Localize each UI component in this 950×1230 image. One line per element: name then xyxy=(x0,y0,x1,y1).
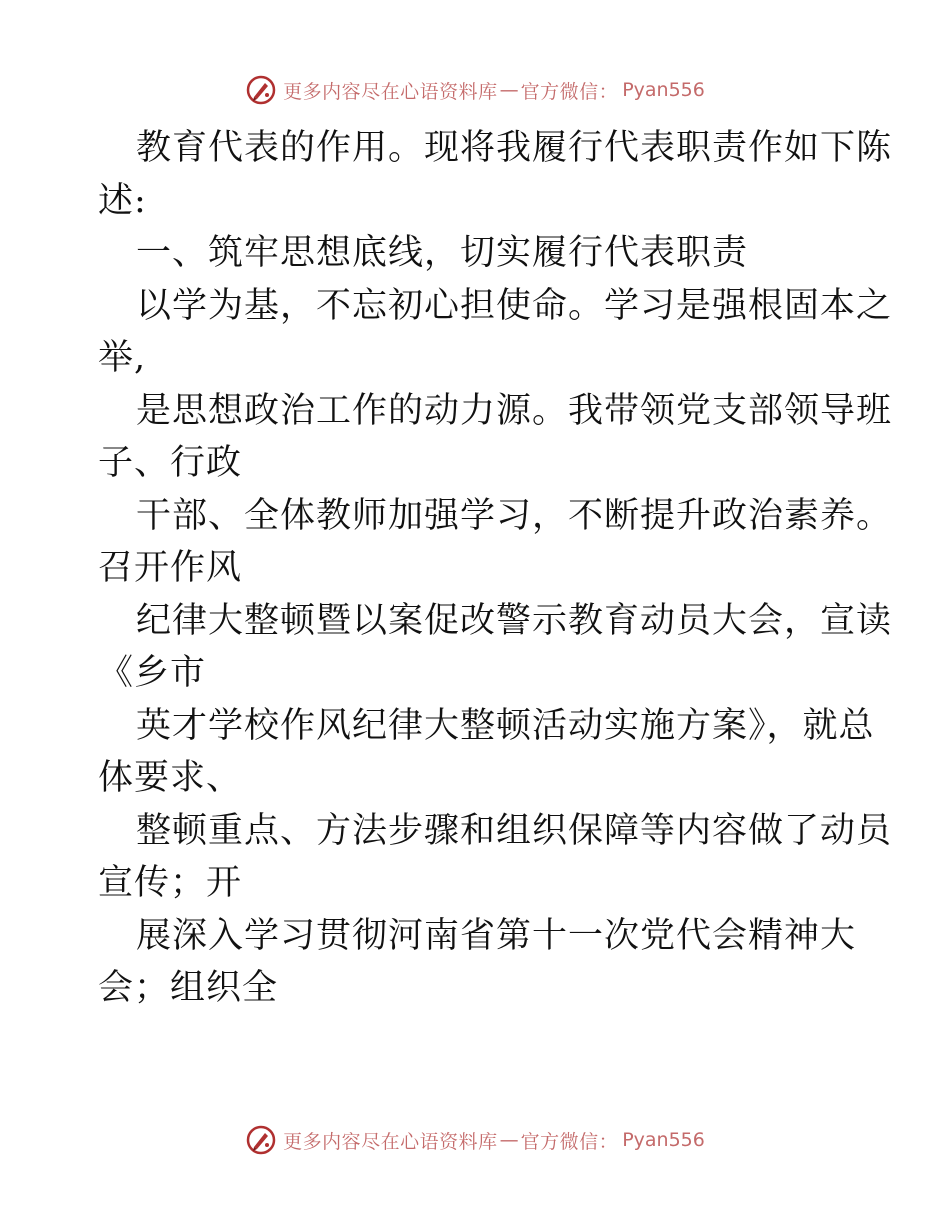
text-line: 教育代表的作用。现将我履行代表职责作如下陈 xyxy=(136,128,893,168)
watermark-footer xyxy=(0,1122,950,1158)
watermark-wechat-id: Pyan556 xyxy=(622,1129,705,1151)
text-line: 整顿重点、方法步骤和组织保障等内容做了动员 xyxy=(136,810,893,851)
watermark-wechat-id: Pyan556 xyxy=(622,79,705,101)
watermark-wechat-label: 官方微信： xyxy=(520,80,619,103)
text-line: 述: xyxy=(98,180,147,221)
text-line: 宣传；开 xyxy=(98,863,243,903)
text-line: 子、行政 xyxy=(98,443,243,483)
watermark-header xyxy=(0,72,950,108)
text-line: 一、筑牢思想底线，切实履行代表职责 xyxy=(136,233,749,273)
text-line: 干部、全体教师加强学习，不断提升政治素养。 xyxy=(136,495,893,536)
watermark-text: 更多内容尽在心语资料库 xyxy=(283,80,498,103)
watermark-wechat-label: 官方微信： xyxy=(520,1130,619,1153)
watermark-text: 更多内容尽在心语资料库 xyxy=(283,1130,498,1153)
text-line: 举, xyxy=(98,338,147,378)
pen-logo-icon xyxy=(245,74,277,106)
text-line: 以学为基，不忘初心担使命。学习是强根固本之 xyxy=(136,285,893,326)
text-line: 召开作风 xyxy=(98,548,243,588)
text-line: 展深入学习贯彻河南省第十一次党代会精神大 xyxy=(136,915,857,956)
watermark-dash: — xyxy=(499,1129,519,1151)
text-line: 体要求、 xyxy=(98,758,243,798)
watermark-dash: — xyxy=(499,79,519,101)
pen-logo-icon xyxy=(245,1124,277,1156)
text-line: 《乡市 xyxy=(98,653,207,693)
text-line: 英才学校作风纪律大整顿活动实施方案》，就总 xyxy=(136,705,875,746)
text-line: 会；组织全 xyxy=(98,968,279,1008)
text-line: 是思想政治工作的动力源。我带领党支部领导班 xyxy=(136,390,893,431)
document-body xyxy=(98,122,893,1015)
text-line: 纪律大整顿暨以案促改警示教育动员大会，宣读 xyxy=(136,600,893,641)
